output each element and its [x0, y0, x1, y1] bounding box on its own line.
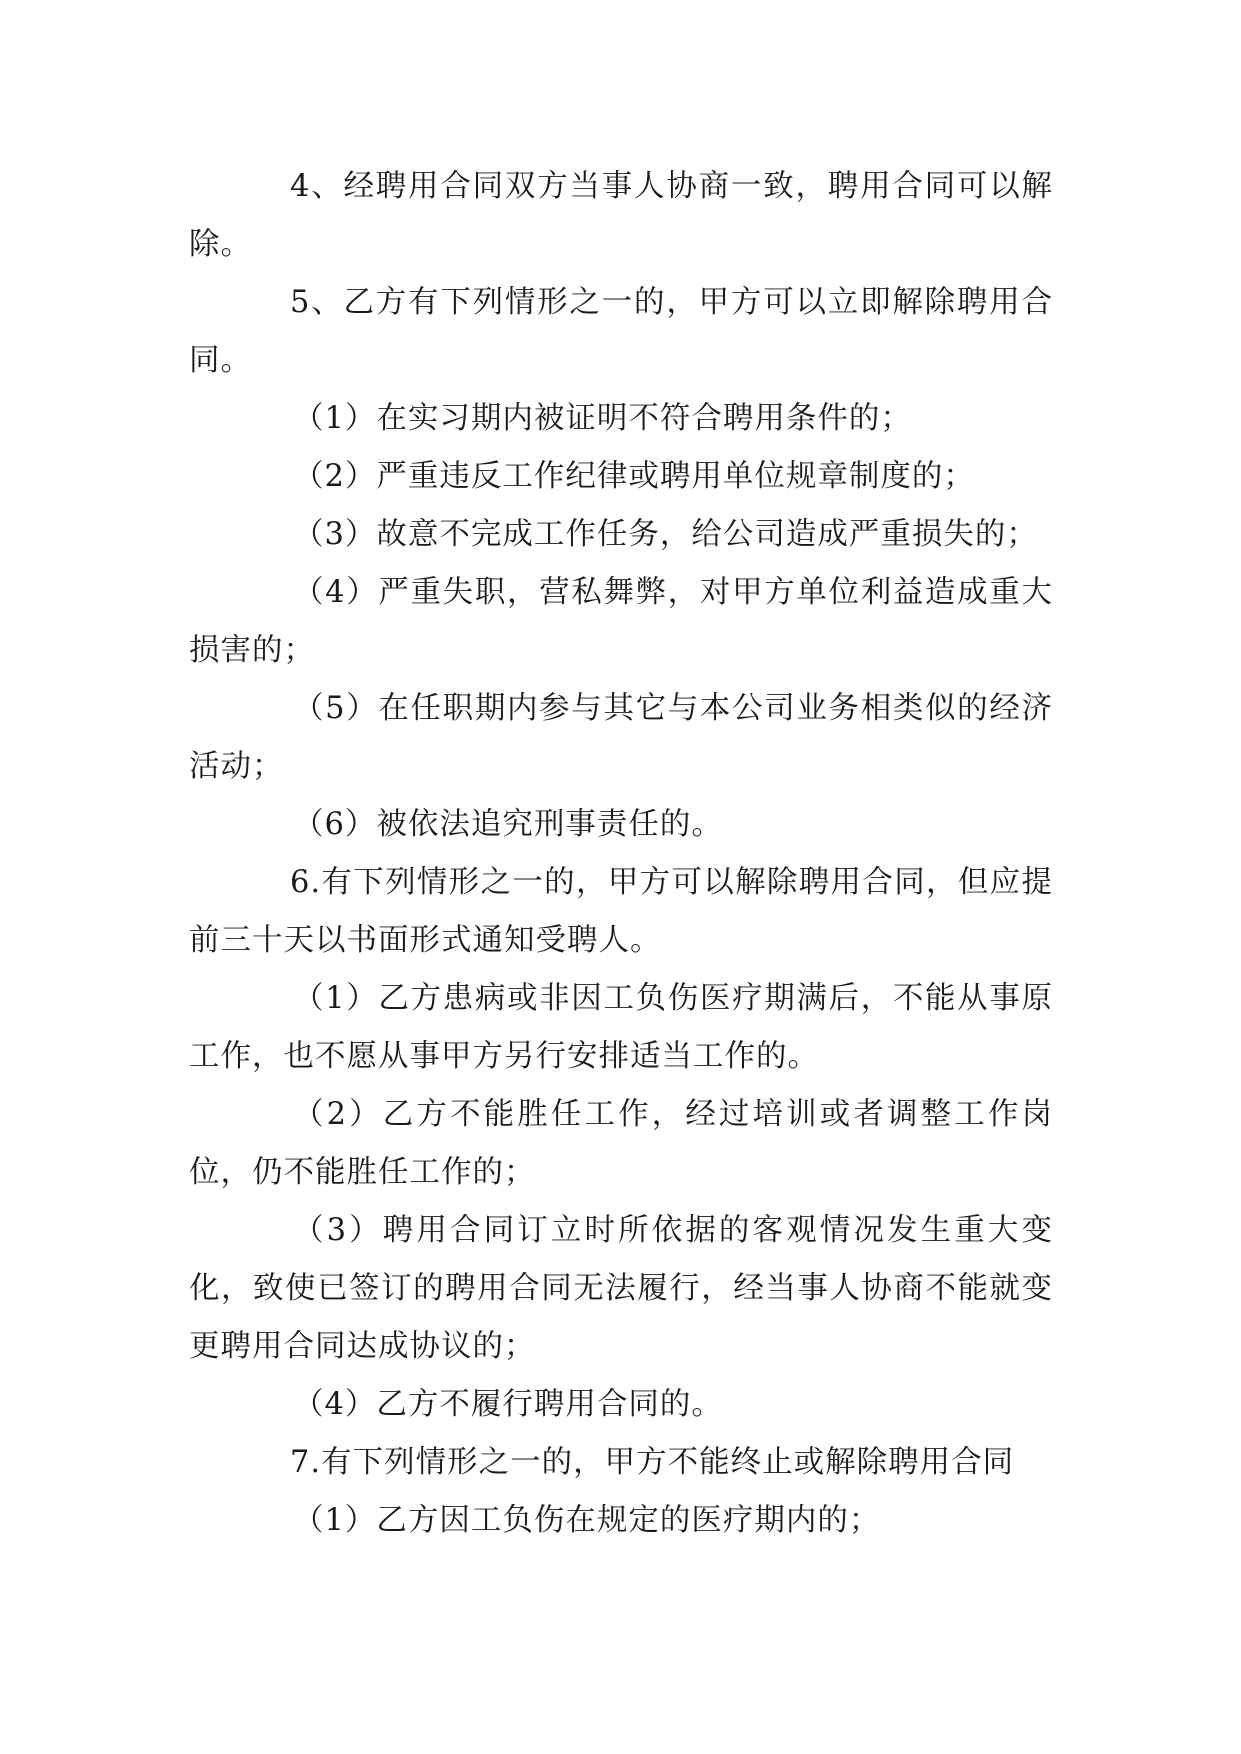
- clause-5: 5、乙方有下列情形之一的，甲方可以立即解除聘用合同。: [189, 285, 1053, 378]
- clause-7-item-1: （1）乙方因工负伤在规定的医疗期内的；: [293, 1503, 881, 1538]
- clause-5-item-4: （4）严重失职，营私舞弊，对甲方单位利益造成重大损害的；: [189, 575, 1053, 668]
- clause-6-item-2: （2）乙方不能胜任工作，经过培训或者调整工作岗位，仍不能胜任工作的；: [189, 1097, 1053, 1190]
- clause-6: 6.有下列情形之一的，甲方可以解除聘用合同，但应提前三十天以书面形式通知受聘人。: [189, 865, 1053, 958]
- document-body: [189, 158, 1053, 1550]
- clause-5-item-3: （3）故意不完成工作任务，给公司造成严重损失的；: [293, 517, 1038, 552]
- clause-5-item-2: （2）严重违反工作纪律或聘用单位规章制度的；: [293, 459, 975, 494]
- clause-5-item-6: （6）被依法追究刑事责任的。: [293, 807, 723, 842]
- clause-6-item-3: （3）聘用合同订立时所依据的客观情况发生重大变化，致使已签订的聘用合同无法履行，经当事人协商不能就变更聘用合同达成协议的；: [189, 1213, 1053, 1364]
- clause-5-item-1: （1）在实习期内被证明不符合聘用条件的；: [293, 401, 912, 436]
- clause-7: 7.有下列情形之一的，甲方不能终止或解除聘用合同: [290, 1445, 1015, 1480]
- clause-6-item-4: （4）乙方不履行聘用合同的。: [293, 1387, 723, 1422]
- clause-5-item-5: （5）在任职期内参与其它与本公司业务相类似的经济活动；: [189, 691, 1053, 784]
- clause-6-item-1: （1）乙方患病或非因工负伤医疗期满后，不能从事原工作，也不愿从事甲方另行安排适当工作的。: [189, 981, 1053, 1074]
- clause-4: 4、经聘用合同双方当事人协商一致，聘用合同可以解除。: [189, 169, 1053, 262]
